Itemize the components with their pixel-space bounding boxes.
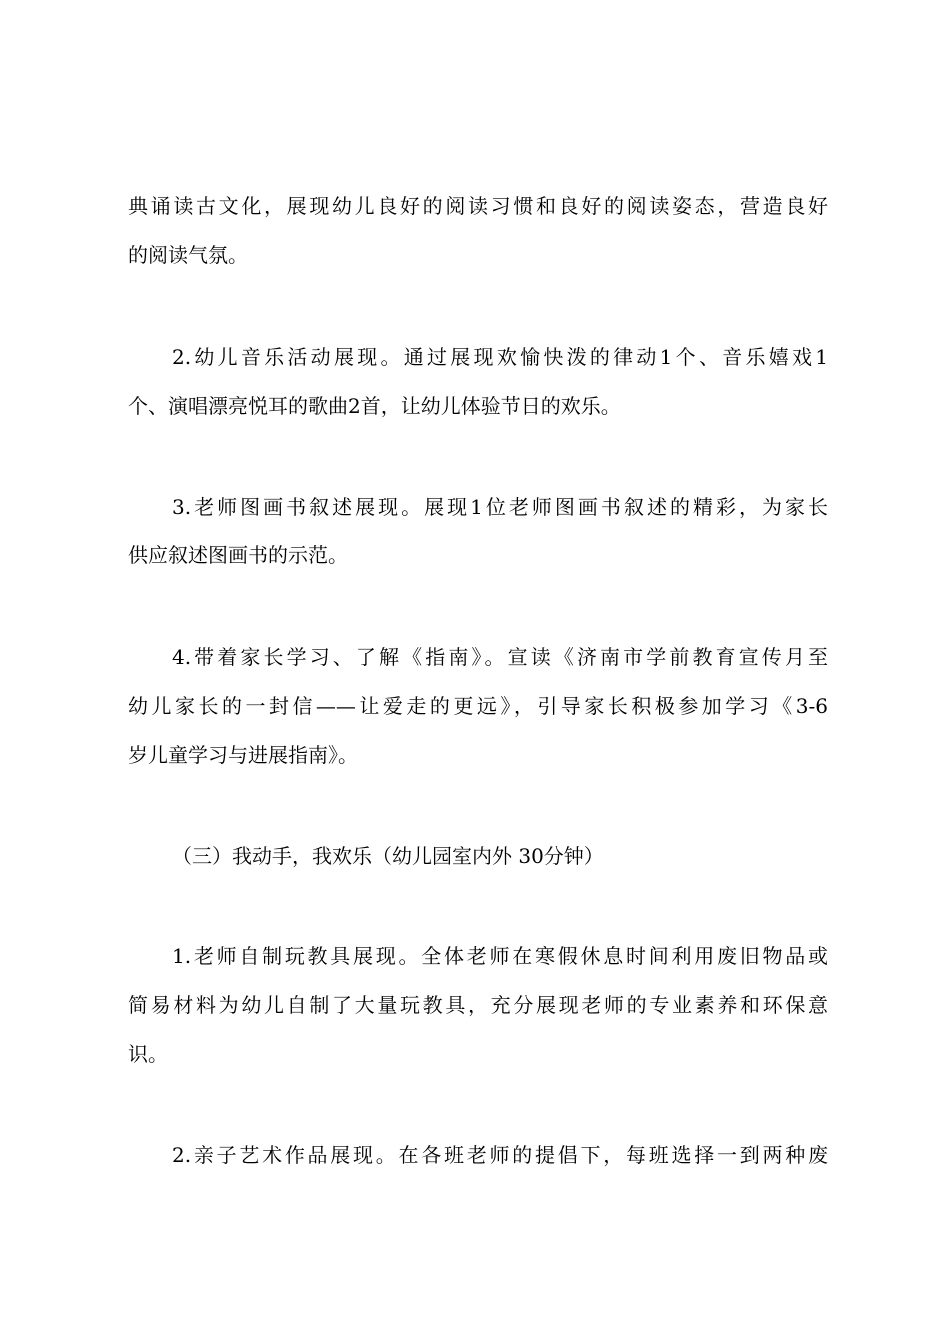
paragraph-line: 的阅读气氛。 [128, 243, 248, 267]
paragraph-line: 4.带着家长学习、了解《指南》。宣读《济南市学前教育宣传月至 [172, 645, 828, 669]
paragraph-line: 2.幼儿音乐活动展现。通过展现欢愉快泼的律动1个、音乐嬉戏1 [172, 345, 828, 369]
paragraph-line: 典诵读古文化，展现幼儿良好的阅读习惯和良好的阅读姿态，营造良好 [128, 194, 828, 218]
paragraph-line: 幼儿家长的一封信——让爱走的更远》，引导家长积极参加学习《3-6 [128, 694, 828, 718]
paragraph-line: 2.亲子艺术作品展现。在各班老师的提倡下，每班选择一到两种废 [172, 1143, 828, 1167]
paragraph-line: 1.老师自制玩教具展现。全体老师在寒假休息时间利用废旧物品或 [172, 944, 828, 968]
paragraph-line: 供应叙述图画书的示范。 [128, 543, 348, 567]
paragraph-line: 个、演唱漂亮悦耳的歌曲2首，让幼儿体验节日的欢乐。 [128, 394, 621, 418]
paragraph-line: 简易材料为幼儿自制了大量玩教具，充分展现老师的专业素养和环保意 [128, 993, 828, 1017]
section-heading: （三）我动手，我欢乐（幼儿园室内外 30分钟） [172, 844, 604, 868]
paragraph-line: 3.老师图画书叙述展现。展现1位老师图画书叙述的精彩，为家长 [172, 495, 828, 519]
paragraph-line: 识。 [128, 1042, 168, 1066]
paragraph-line: 岁儿童学习与进展指南》。 [128, 743, 358, 767]
